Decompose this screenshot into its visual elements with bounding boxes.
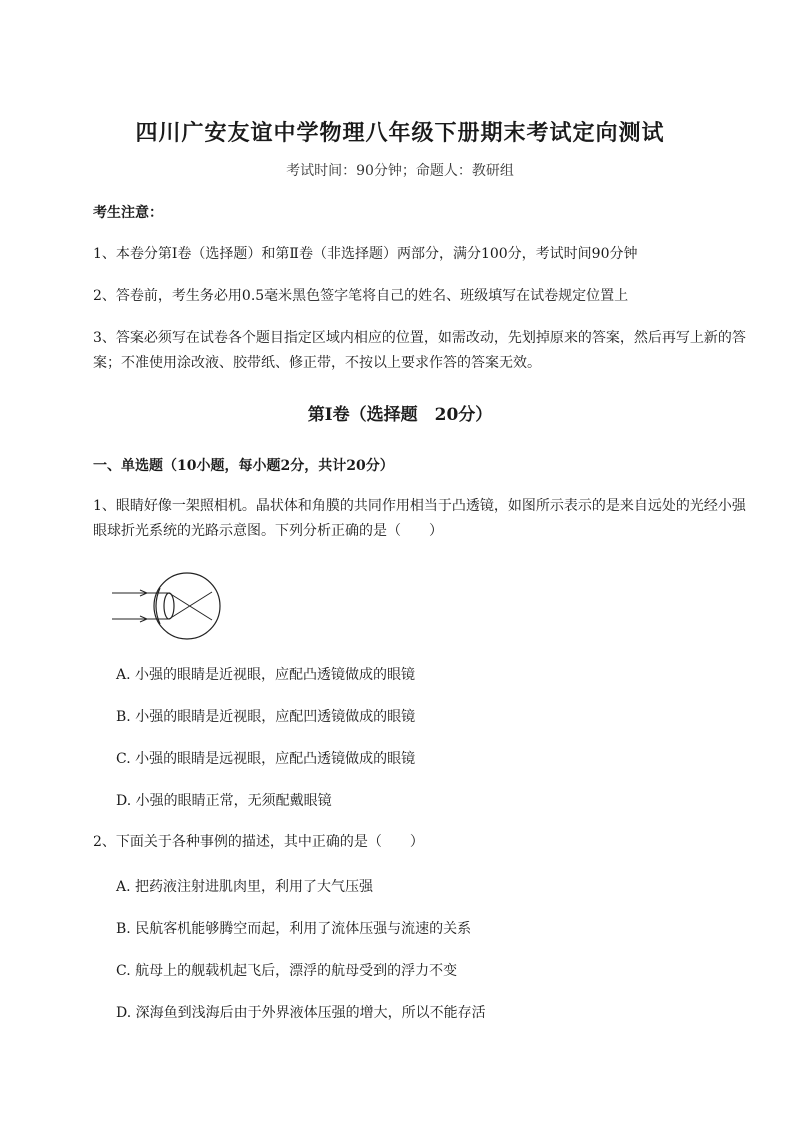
eye-ray-diagram <box>112 566 222 646</box>
notice-heading: 考生注意： <box>93 205 163 221</box>
q2-option-a: A. 把药液注射进肌肉里，利用了大气压强 <box>116 879 374 895</box>
refracted-ray-bottom <box>169 592 212 619</box>
crystalline-lens <box>164 593 174 619</box>
notice-item-2: 2、答卷前，考生务必用0.5毫米黑色签字笔将自己的姓名、班级填写在试卷规定位置上 <box>93 288 629 304</box>
page-title: 四川广安友谊中学物理八年级下册期末考试定向测试 <box>135 120 665 146</box>
refracted-ray-top <box>169 593 212 620</box>
notice-item-1: 1、本卷分第I卷（选择题）和第Ⅱ卷（非选择题）两部分，满分100分，考试时间90分钟 <box>93 246 638 262</box>
q1-option-d: D. 小强的眼睛正常，无须配戴眼镜 <box>116 793 332 809</box>
question-2-stem: 2、下面关于各种事例的描述，其中正确的是（ ） <box>93 834 424 850</box>
part-heading: 一、单选题（10小题，每小题2分，共计20分） <box>93 458 394 474</box>
q2-option-b: B. 民航客机能够腾空而起，利用了流体压强与流速的关系 <box>116 921 472 937</box>
q1-option-a: A. 小强的眼睛是近视眼，应配凸透镜做成的眼镜 <box>116 667 416 683</box>
section-title: 第I卷（选择题 20分） <box>307 405 493 425</box>
q2-option-d: D. 深海鱼到浅海后由于外界液体压强的增大，所以不能存活 <box>116 1005 486 1021</box>
exam-info: 考试时间：90分钟；命题人：教研组 <box>286 163 514 179</box>
q1-option-c: C. 小强的眼睛是远视眼，应配凸透镜做成的眼镜 <box>116 751 416 767</box>
q1-option-b: B. 小强的眼睛是近视眼，应配凹透镜做成的眼镜 <box>116 709 416 725</box>
notice-item-3: 3、答案必须写在试卷各个题目指定区域内相应的位置，如需改动，先划掉原来的答案，然后再写上新的答案；不准使用涂改液、胶带纸、修正带，不按以上要求作答的答案无效。 <box>93 330 746 371</box>
question-1-stem: 1、眼睛好像一架照相机。晶状体和角膜的共同作用相当于凸透镜，如图所示表示的是来自远处的光经小强眼球折光系统的光路示意图。下列分析正确的是（ ） <box>93 498 746 539</box>
q2-option-c: C. 航母上的舰载机起飞后，漂浮的航母受到的浮力不变 <box>116 963 458 979</box>
